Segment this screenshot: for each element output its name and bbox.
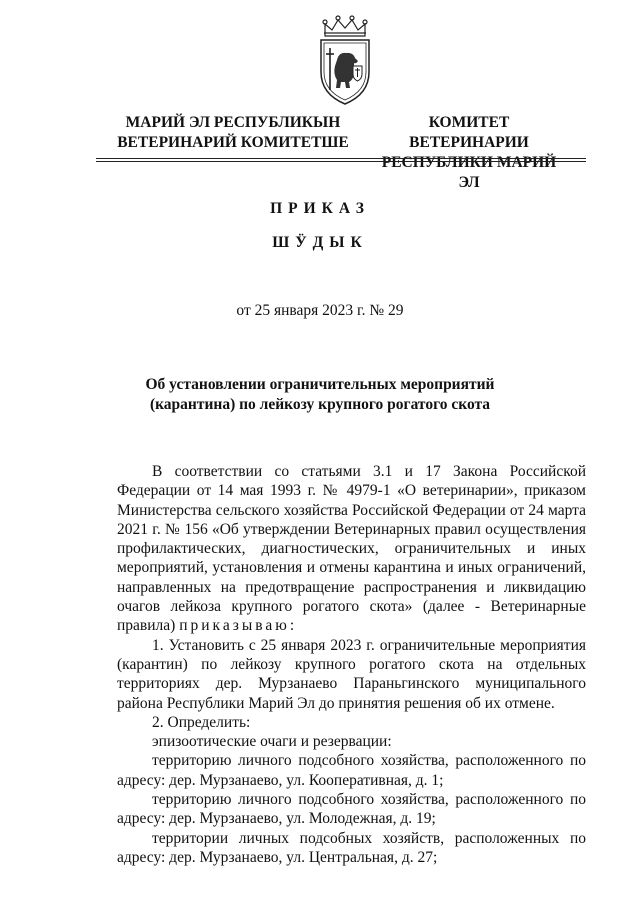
- header-divider-bottom: [96, 161, 586, 162]
- item-2-paragraph: 2. Определить:: [152, 713, 251, 731]
- header-right-line2: РЕСПУБЛИКИ МАРИЙ ЭЛ: [381, 154, 557, 191]
- header-right-line1: КОМИТЕТ ВЕТЕРИНАРИИ: [409, 114, 529, 151]
- subject-line1: Об установлении ограничительных мероприятий: [145, 376, 495, 393]
- preamble-text: В соответствии со статьями 3.1 и 17 Закона Российской Федерации от 14 мая 1993 г. № 4979-1 «О ветеринарии», приказом Министерства сельского хозяйства Российской Федерации от 24 марта 2021 г. № 156 «Об утверждении Ветеринарных правил осуществления профилактических, диагностических, ограничительных и иных мероприятий, установления и отмены карантина и иных ограничений, направленных на предотвращение распространения и ликвидацию очагов лейкоза крупного рогатого скота» (далее - Ветеринарные правила): [117, 463, 586, 635]
- document-title-mari: ШӰДЫК: [272, 234, 368, 251]
- order-word: приказываю:: [179, 617, 298, 635]
- subject-line2: (карантина) по лейкозу крупного рогатого скота: [149, 396, 491, 413]
- territory-3-paragraph: территории личных подсобных хозяйств, расположенных по адресу: дер. Мурзанаево, ул. Центральная, д. 27;: [117, 829, 586, 866]
- document-body: [117, 462, 586, 867]
- territory-2-paragraph: территорию личного подсобного хозяйства, расположенного по адресу: дер. Мурзанаево, ул. Молодежная, д. 19;: [117, 791, 586, 828]
- header-divider-top: [96, 158, 586, 159]
- foci-heading: эпизоотические очаги и резервации:: [152, 733, 392, 751]
- header-right: [372, 113, 566, 193]
- header-left: [112, 113, 354, 153]
- document-title-ru: ПРИКАЗ: [270, 200, 370, 217]
- document-subject: [120, 375, 520, 415]
- item-1-paragraph: 1. Установить с 25 января 2023 г. ограничительные мероприятия (карантин) по лейкозу крупного рогатого скота на отдельных территориях дер. Мурзанаево Параньгинского муниципального района Республики Марий Эл до принятия решения об их отмене.: [117, 636, 586, 712]
- coat-of-arms-icon: [315, 14, 375, 106]
- territory-1-paragraph: территорию личного подсобного хозяйства, расположенного по адресу: дер. Мурзанаево, ул. Кооперативная, д. 1;: [117, 752, 586, 789]
- header-left-line1: МАРИЙ ЭЛ РЕСПУБЛИКЫН: [125, 114, 341, 131]
- header-left-line2: ВЕТЕРИНАРИЙ КОМИТЕТШЕ: [117, 134, 349, 151]
- document-date-number: от 25 января 2023 г. № 29: [236, 302, 404, 319]
- preamble-paragraph: [117, 462, 586, 636]
